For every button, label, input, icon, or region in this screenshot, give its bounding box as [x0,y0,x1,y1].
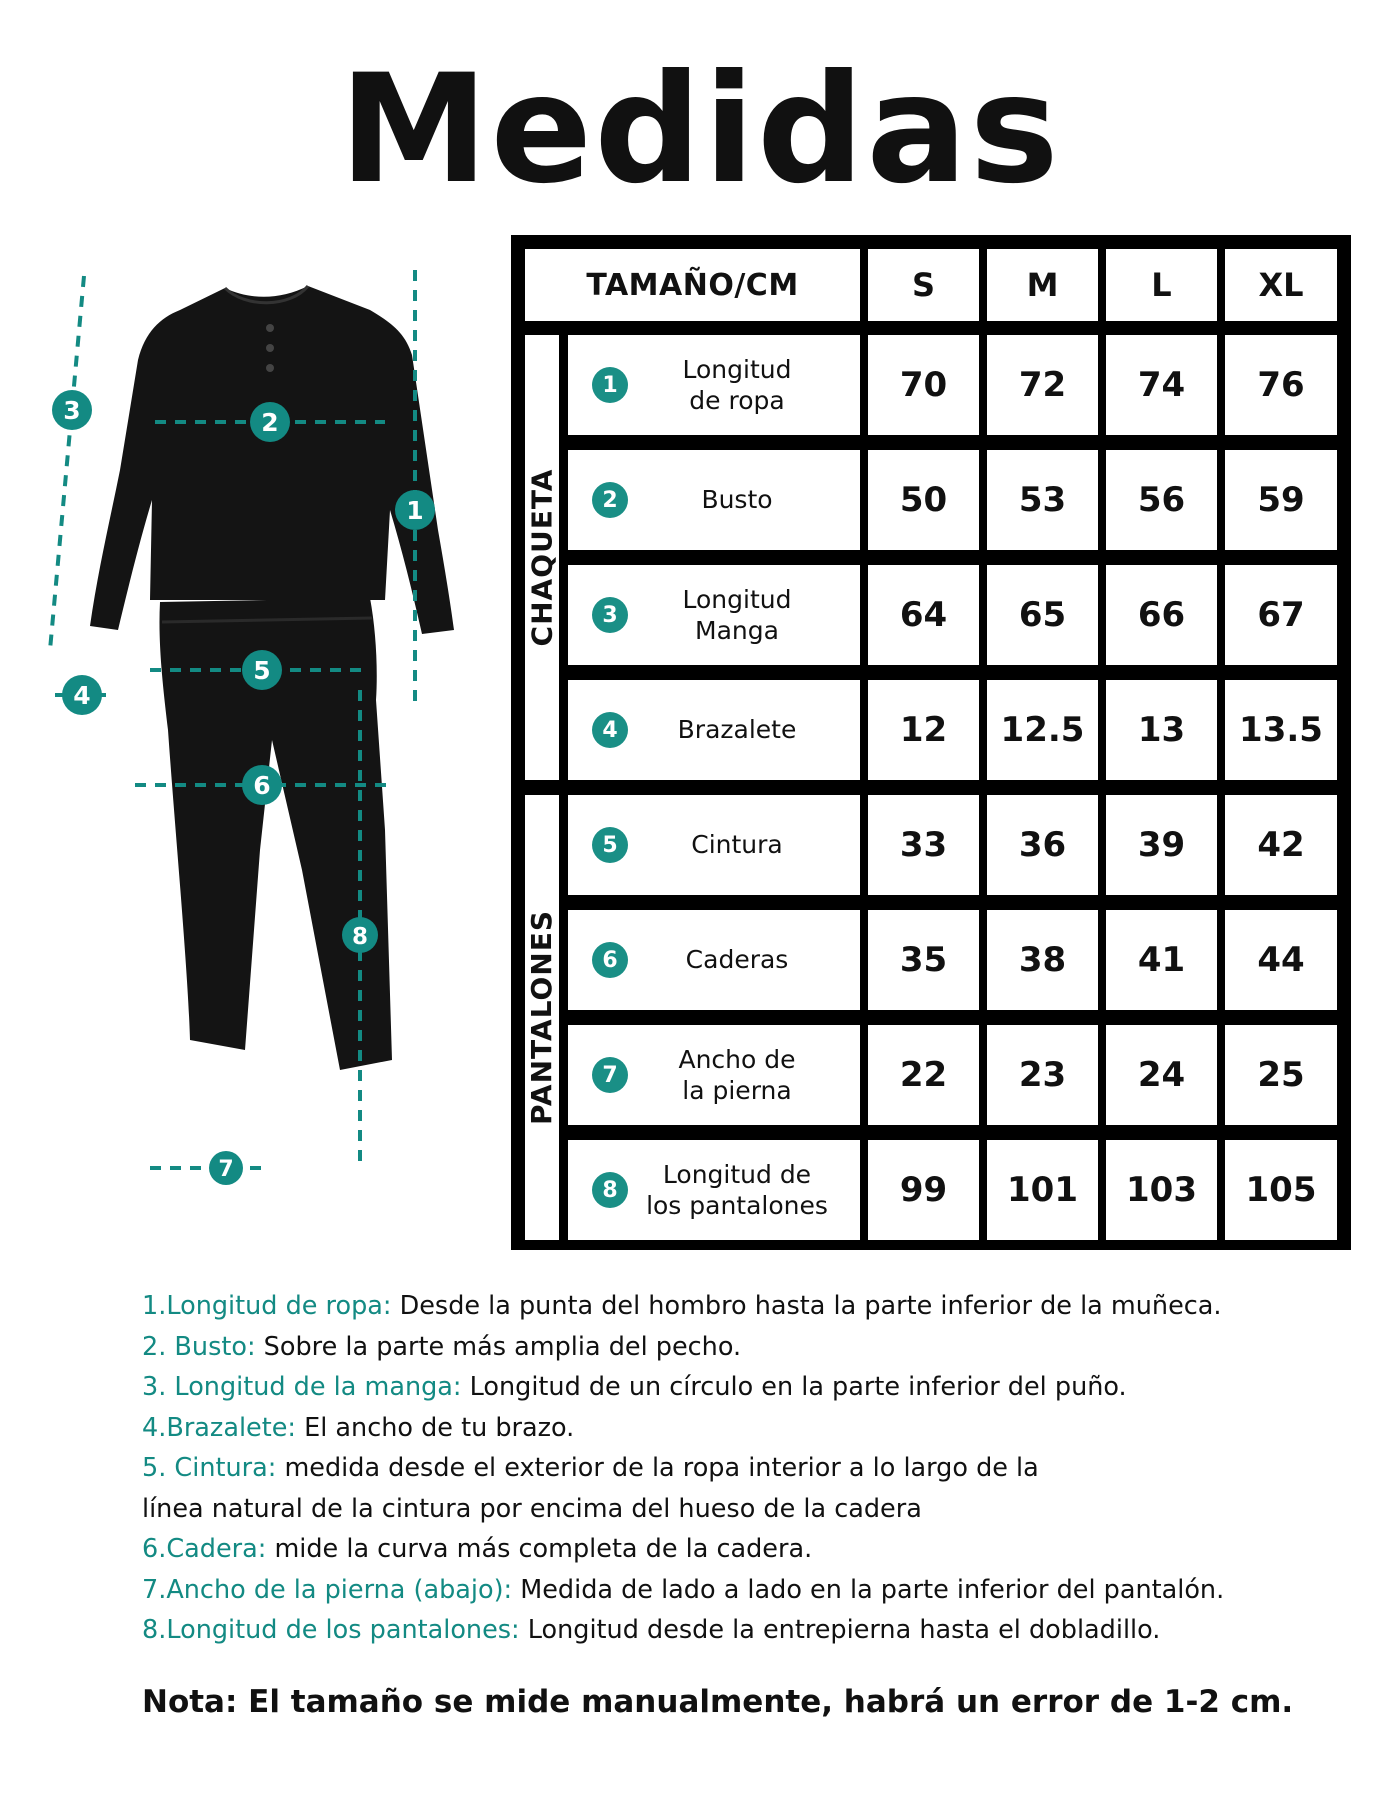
measure-label [628,829,860,860]
measure-label-cell [568,680,860,780]
size-value-xl: 59 [1225,450,1337,550]
measure-label [628,1044,860,1107]
size-value-s: 70 [868,335,979,435]
description-line [142,1367,1382,1408]
size-value-xl: 67 [1225,565,1337,665]
measure-label-line: los pantalones [646,1191,828,1220]
measure-label-line: Cintura [691,830,783,860]
description-text: mide la curva más completa de la cadera. [266,1534,813,1564]
marker-4-label: 4 [73,681,91,710]
description-key: 6.Cadera: [142,1534,267,1564]
shirt-shape [90,286,454,634]
description-line [142,1408,1382,1449]
description-key: 1.Longitud de ropa: [142,1291,392,1321]
description-text: El ancho de tu brazo. [296,1412,575,1443]
size-value-m: 72 [987,335,1098,435]
size-value-m: 12.5 [987,680,1098,780]
measure-label-cell [568,1025,860,1125]
description-key: 8.Longitud de los pantalones: [142,1615,520,1645]
marker-2-label: 2 [261,408,279,437]
description-line [142,1327,1382,1368]
size-value-m: 23 [987,1025,1098,1125]
measure-label-line: Brazalete [677,715,797,745]
group-label-pantalones [525,795,559,1240]
size-value-m: 101 [987,1140,1098,1240]
size-value-m: 36 [987,795,1098,895]
marker-3 [52,390,92,430]
size-value-l: 13 [1106,680,1217,780]
number-badge: 4 [592,712,628,748]
page-title: Medidas [339,43,1061,217]
header-size-m: M [987,249,1098,321]
size-value-l: 103 [1106,1140,1217,1240]
size-value-xl: 44 [1225,910,1337,1010]
description-line [142,1448,1382,1489]
measure-label [628,1159,860,1222]
description-text: Sobre la parte más amplia del pecho. [255,1331,742,1362]
size-value-xl: 25 [1225,1025,1337,1125]
description-line [142,1570,1382,1611]
description-key: 3. Longitud de la manga: [142,1372,462,1402]
measure-label-line: Ancho de [678,1044,796,1074]
description-line [142,1489,1382,1530]
description-line [142,1286,1382,1327]
shirt-button [266,364,274,372]
marker-7 [209,1151,243,1185]
number-badge: 2 [592,482,628,518]
measure-label [628,714,860,745]
header-size-l: L [1106,249,1217,321]
description-line [142,1610,1382,1651]
size-value-xl: 42 [1225,795,1337,895]
number-badge: 8 [592,1172,628,1208]
header-size-label: TAMAÑO/CM [525,249,860,321]
size-value-l: 41 [1106,910,1217,1010]
measure-label [628,584,860,647]
description-text: medida desde el exterior de la ropa interior a lo largo de la [276,1453,1039,1483]
group-label-text: CHAQUETA [525,468,559,647]
size-value-xl: 76 [1225,335,1337,435]
measure-label-line: la pierna [682,1076,792,1105]
header-size-xl: XL [1225,249,1337,321]
measure-label-line: Longitud de [662,1159,812,1189]
measure-label-line: Longitud [682,584,792,614]
description-text: Longitud desde la entrepierna hasta el dobladillo. [519,1615,1161,1645]
measure-label-line: Busto [701,485,773,515]
measure-label-line: de ropa [689,386,785,415]
size-value-m: 53 [987,450,1098,550]
size-value-s: 64 [868,565,979,665]
measure-label-line: Longitud [682,354,792,384]
group-label-text: PANTALONES [525,909,559,1126]
description-text: Desde la punta del hombro hasta la parte inferior de la muñeca. [391,1291,1222,1321]
marker-8 [342,917,378,953]
measure-label [628,354,860,417]
size-value-m: 38 [987,910,1098,1010]
marker-6-label: 6 [253,771,271,800]
size-table [511,235,1351,1250]
measure-label-line: Manga [695,616,779,645]
size-value-xl: 13.5 [1225,680,1337,780]
marker-4 [62,675,102,715]
number-badge: 5 [592,827,628,863]
marker-5 [242,650,282,690]
size-value-s: 50 [868,450,979,550]
marker-6 [242,765,282,805]
header-size-s: S [868,249,979,321]
size-value-xl: 105 [1225,1140,1337,1240]
measure-label-cell [568,795,860,895]
note-text: Nota: El tamaño se mide manualmente, habrá un error de 1-2 cm. [142,1684,1294,1720]
description-key: 7.Ancho de la pierna (abajo): [142,1574,513,1605]
marker-3-label: 3 [63,396,81,425]
description-text: Longitud de un círculo en la parte inferior del puño. [461,1372,1127,1402]
size-value-s: 12 [868,680,979,780]
marker-7-label: 7 [218,1157,234,1182]
marker-1-label: 1 [406,496,424,525]
marker-1 [395,490,435,530]
group-label-chaqueta [525,335,559,780]
measure-label-cell [568,450,860,550]
description-key: 2. Busto: [142,1331,256,1362]
shirt-button [266,324,274,332]
size-value-l: 66 [1106,565,1217,665]
size-value-l: 56 [1106,450,1217,550]
size-value-s: 22 [868,1025,979,1125]
measure-label-cell [568,910,860,1010]
number-badge: 3 [592,597,628,633]
shirt-button [266,344,274,352]
size-value-l: 39 [1106,795,1217,895]
size-value-s: 35 [868,910,979,1010]
description-text: línea natural de la cintura por encima del hueso de la cadera [142,1493,922,1524]
pajama-illustration [40,270,510,1210]
number-badge: 7 [592,1057,628,1093]
size-value-s: 33 [868,795,979,895]
description-line [142,1529,1382,1570]
measure-label [628,944,860,975]
number-badge: 1 [592,367,628,403]
measurement-descriptions [142,1286,1382,1651]
measure-label [628,484,860,515]
size-value-l: 74 [1106,335,1217,435]
size-value-s: 99 [868,1140,979,1240]
measure-label-line: Caderas [685,945,789,975]
description-key: 4.Brazalete: [142,1412,296,1443]
number-badge: 6 [592,942,628,978]
description-key: 5. Cintura: [142,1453,277,1483]
marker-8-label: 8 [351,924,369,950]
size-value-m: 65 [987,565,1098,665]
measure-label-cell [568,1140,860,1240]
marker-5-label: 5 [253,656,271,685]
size-value-l: 24 [1106,1025,1217,1125]
marker-2 [250,402,290,442]
measure-label-cell [568,335,860,435]
measure-label-cell [568,565,860,665]
description-text: Medida de lado a lado en la parte inferior del pantalón. [512,1574,1225,1605]
